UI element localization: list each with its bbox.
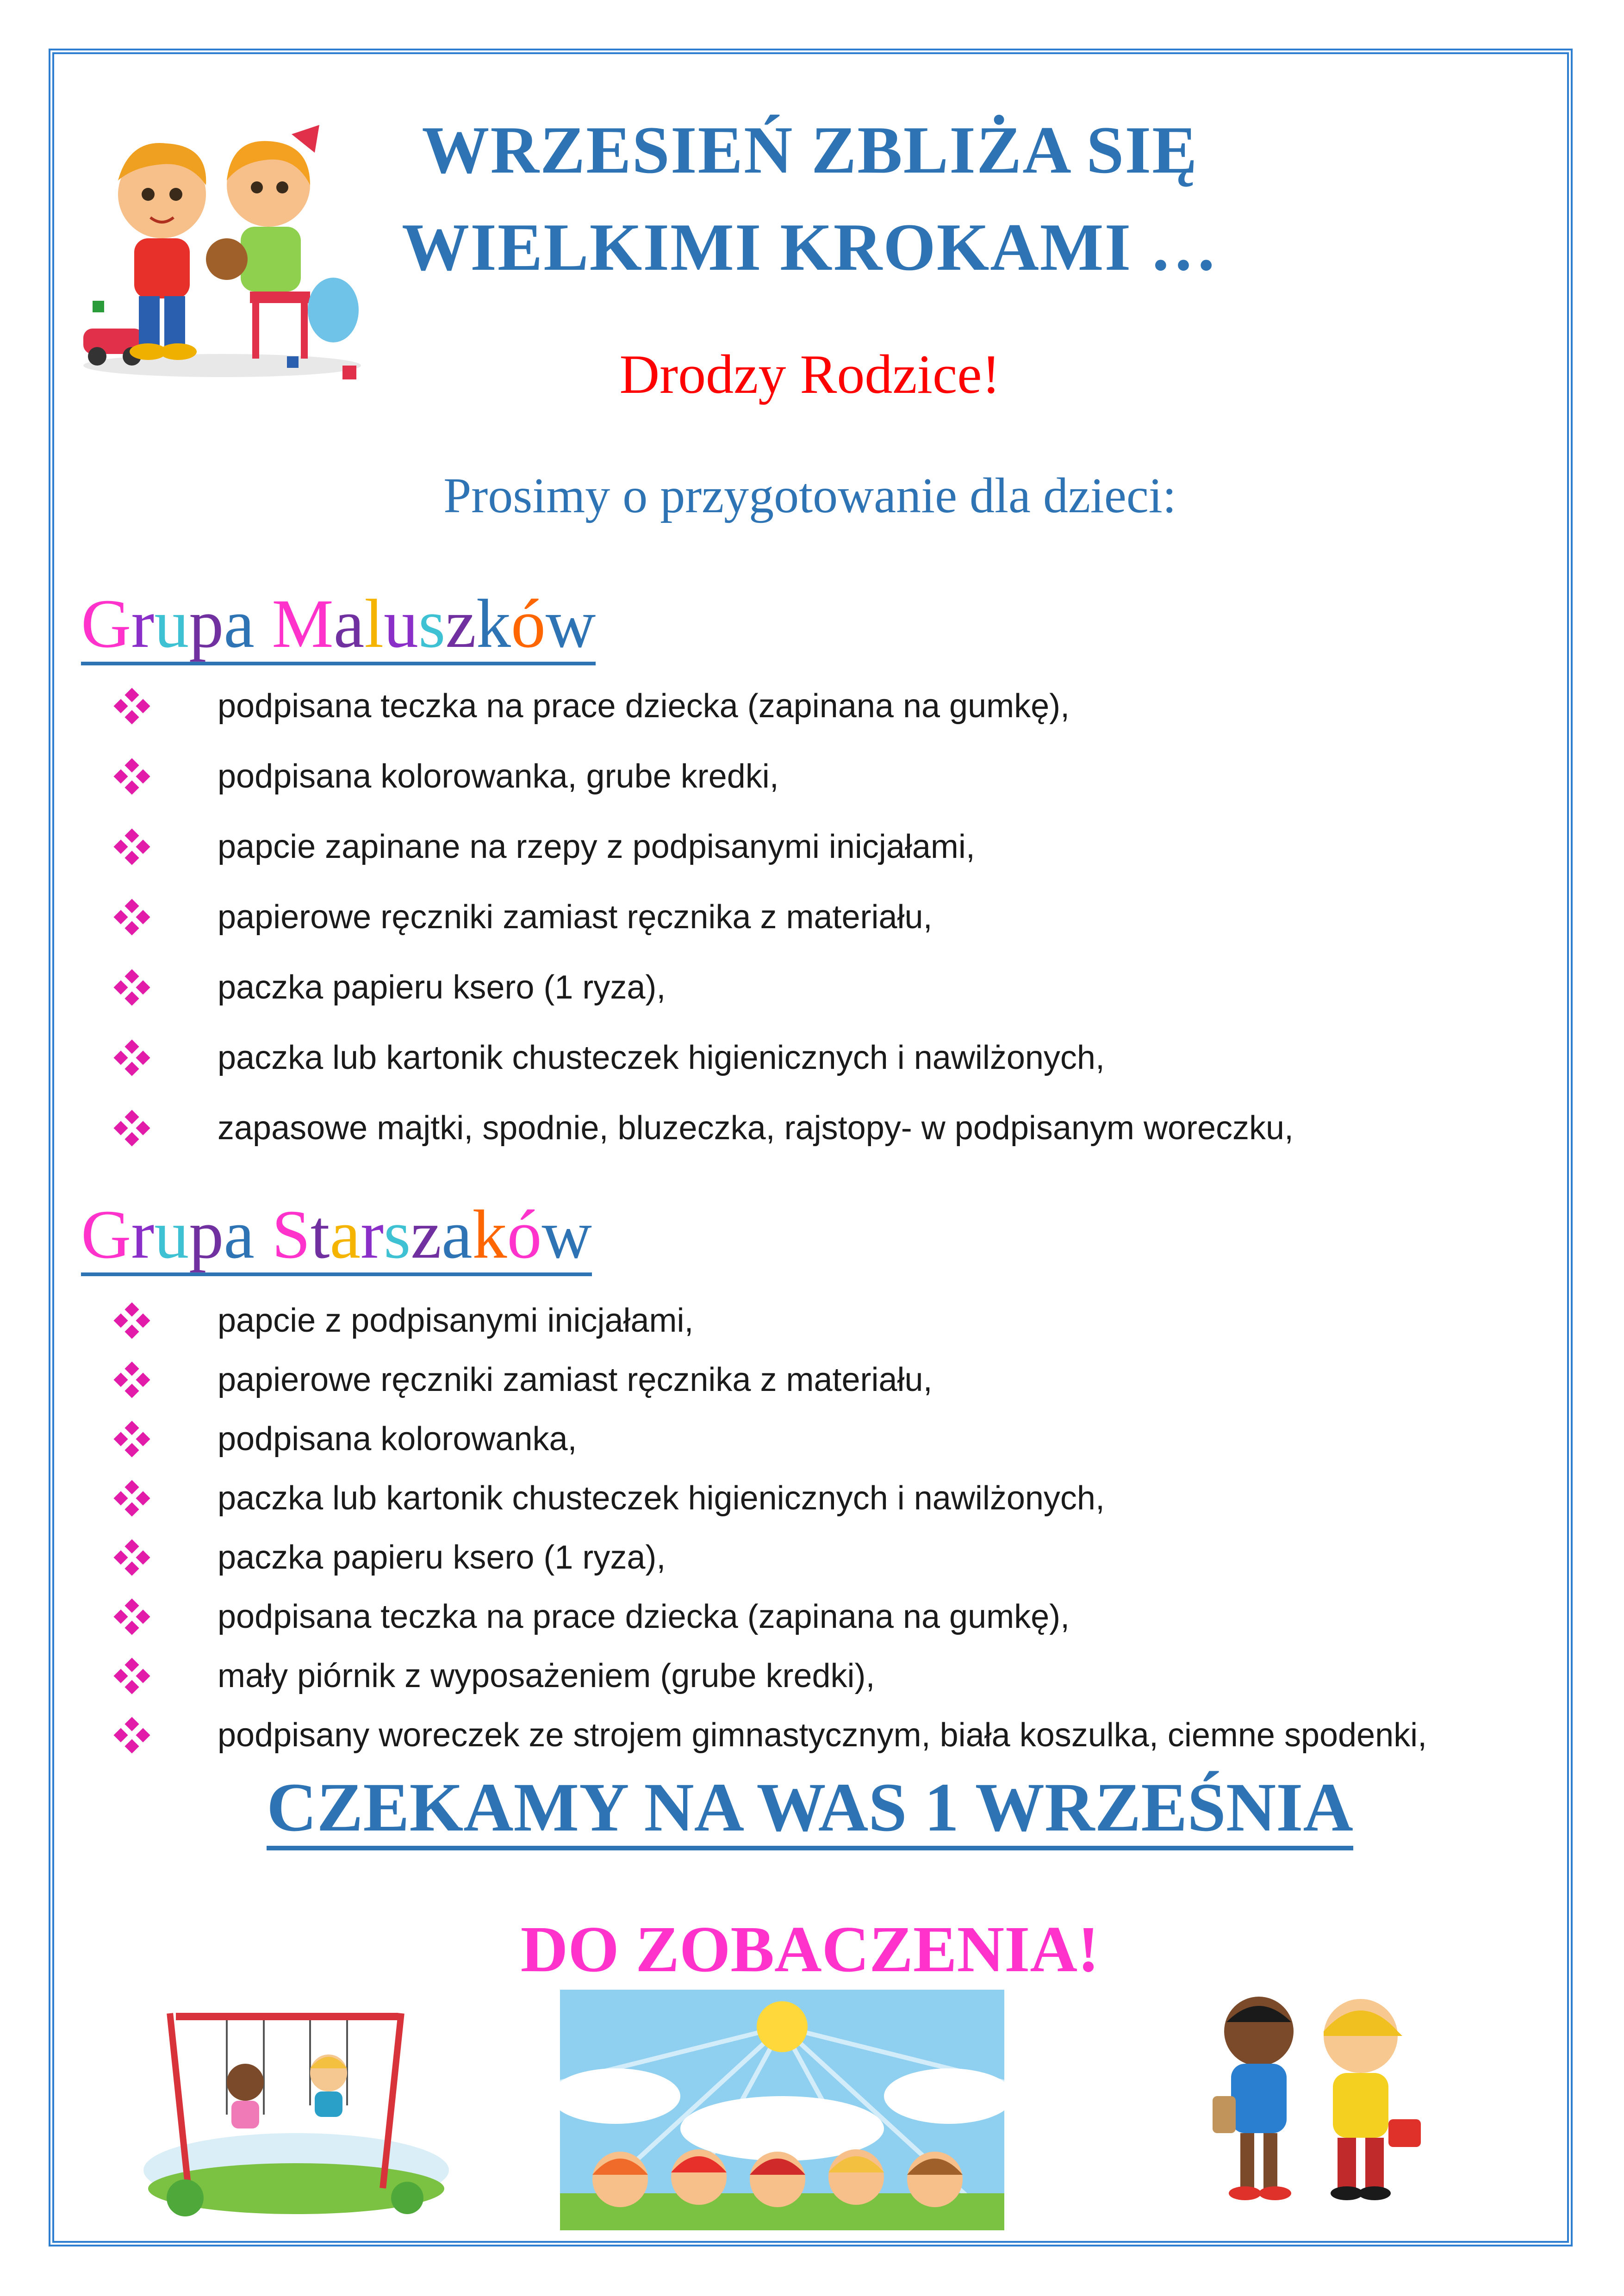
list-item	[116, 1706, 1427, 1765]
diamond-bullet-icon	[116, 1304, 148, 1337]
list-item-text: papierowe ręczniki zamiast ręcznika z materiału,	[218, 899, 933, 936]
heading-letter: u	[154, 585, 189, 662]
heading-letter: ó	[510, 585, 546, 662]
list-starszakow	[116, 1291, 1427, 1765]
diamond-bullet-icon	[116, 1660, 148, 1692]
list-maluszkow	[116, 671, 1294, 1163]
goodbye-text: DO ZOBACZENIA!	[520, 1912, 1100, 1986]
intro-text: Prosimy o przygotowanie dla dzieci:	[443, 468, 1176, 523]
list-item	[116, 1646, 1427, 1706]
list-item-text: podpisana kolorowanka,	[218, 1421, 577, 1458]
list-item	[116, 1528, 1427, 1587]
heading-letter: l	[364, 585, 384, 662]
page-title-line-1: WRZESIEŃ ZBLIŻA SIĘ	[422, 112, 1198, 187]
diamond-bullet-icon	[116, 1423, 148, 1455]
diamond-bullet-icon	[116, 1112, 148, 1144]
heading-letter: a	[333, 585, 365, 662]
heading-letter: z	[445, 585, 476, 662]
diamond-bullet-icon	[116, 690, 148, 722]
list-item	[116, 1469, 1427, 1528]
heading-letter: M	[272, 585, 334, 662]
list-item-text: paczka lub kartonik chusteczek higienicznych i nawilżonych,	[218, 1039, 1105, 1076]
list-item	[116, 671, 1294, 741]
diamond-bullet-icon	[116, 901, 148, 933]
list-item-text: papcie zapinane na rzepy z podpisanymi inicjałami,	[218, 828, 975, 865]
group-heading-maluszkow	[81, 585, 596, 665]
diamond-bullet-icon	[116, 831, 148, 863]
heading-letter	[255, 585, 272, 662]
list-item-text: mały piórnik z wyposażeniem (grube kredki),	[218, 1657, 875, 1694]
heading-letter: a	[330, 1196, 361, 1273]
walking-kids-illustration	[1185, 1990, 1444, 2207]
list-item	[116, 741, 1294, 812]
diamond-bullet-icon	[116, 1719, 148, 1751]
greeting: Drodzy Rodzice!	[619, 343, 1001, 405]
diamond-bullet-icon	[116, 1364, 148, 1396]
list-item-text: podpisana teczka na prace dziecka (zapinana na gumkę),	[218, 1598, 1070, 1635]
heading-letter: k	[472, 1196, 507, 1273]
diamond-bullet-icon	[116, 1541, 148, 1574]
list-item-text: podpisana teczka na prace dziecka (zapinana na gumkę),	[218, 688, 1070, 725]
heading-letter: S	[272, 1196, 311, 1273]
diamond-bullet-icon	[116, 1482, 148, 1514]
diamond-bullet-icon	[116, 1042, 148, 1074]
swing-illustration	[130, 1994, 463, 2216]
heading-letter: t	[310, 1196, 330, 1273]
heading-letter: w	[545, 585, 596, 662]
heading-letter: G	[81, 585, 131, 662]
heading-letter: p	[189, 585, 224, 662]
heading-letter: k	[476, 585, 511, 662]
diamond-bullet-icon	[116, 760, 148, 793]
list-item-text: paczka papieru ksero (1 ryza),	[218, 1539, 666, 1576]
sunny-sky-kids-illustration	[560, 1990, 1004, 2230]
heading-letter: s	[384, 1196, 411, 1273]
heading-letter: a	[224, 1196, 255, 1273]
diamond-bullet-icon	[116, 971, 148, 1004]
list-item-text: paczka papieru ksero (1 ryza),	[218, 969, 666, 1006]
list-item	[116, 1350, 1427, 1409]
list-item	[116, 882, 1294, 952]
cta-banner	[185, 1768, 1435, 1847]
list-item-text: paczka lub kartonik chusteczek higienicznych i nawilżonych,	[218, 1480, 1105, 1517]
heading-letter: G	[81, 1196, 131, 1273]
heading-letter: r	[361, 1196, 384, 1273]
list-item	[116, 1093, 1294, 1163]
heading-letter: ó	[507, 1196, 542, 1273]
list-item-text: podpisana kolorowanka, grube kredki,	[218, 758, 779, 795]
heading-letter: r	[131, 585, 155, 662]
heading-letter: w	[541, 1196, 592, 1273]
heading-letter: u	[384, 585, 418, 662]
heading-letter	[255, 1196, 272, 1273]
list-item	[116, 1291, 1427, 1350]
heading-letter: p	[189, 1196, 224, 1273]
list-item	[116, 952, 1294, 1023]
page-title-line-2: WIELKIMI KROKAMI …	[402, 210, 1218, 285]
heading-letter: a	[224, 585, 255, 662]
heading-letter: a	[441, 1196, 473, 1273]
list-item	[116, 1409, 1427, 1469]
diamond-bullet-icon	[116, 1601, 148, 1633]
group-heading-starszakow	[81, 1198, 592, 1276]
heading-letter: s	[418, 585, 446, 662]
list-item	[116, 812, 1294, 882]
list-item-text: papcie z podpisanymi inicjałami,	[218, 1302, 694, 1339]
heading-letter: r	[131, 1196, 155, 1273]
heading-letter: u	[154, 1196, 189, 1273]
heading-letter: z	[411, 1196, 442, 1273]
list-item	[116, 1023, 1294, 1093]
list-item-text: papierowe ręczniki zamiast ręcznika z materiału,	[218, 1361, 933, 1398]
list-item-text: zapasowe majtki, spodnie, bluzeczka, rajstopy- w podpisanym woreczku,	[218, 1110, 1294, 1147]
list-item	[116, 1587, 1427, 1646]
list-item-text: podpisany woreczek ze strojem gimnastycznym, biała koszulka, ciemne spodenki,	[218, 1717, 1427, 1754]
cta-text: CZEKAMY NA WAS 1 WRZEŚNIA	[267, 1769, 1353, 1850]
